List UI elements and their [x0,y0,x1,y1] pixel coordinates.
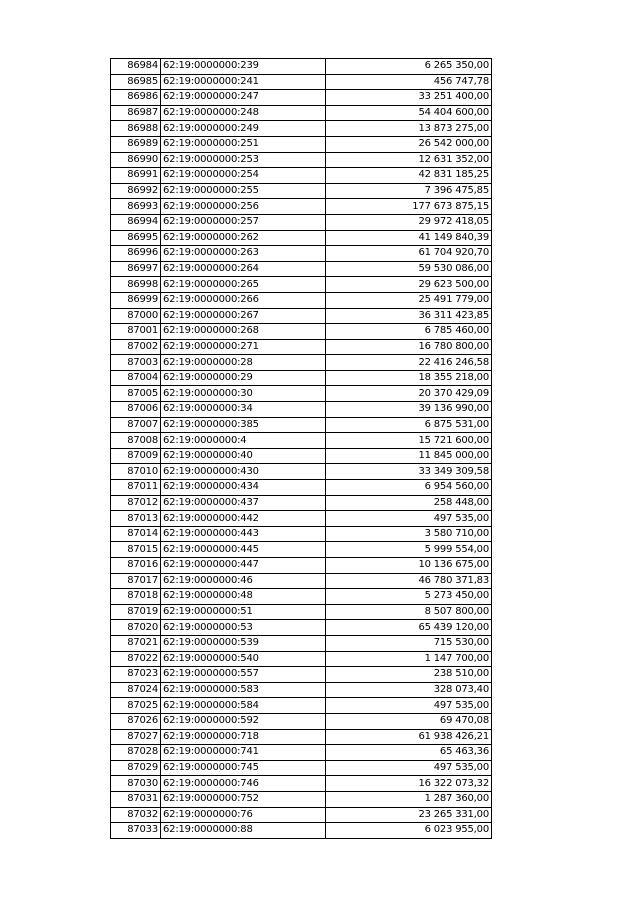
table-row [111,74,492,90]
row-number-cell: 87019 [111,604,161,620]
table-row [111,480,492,496]
row-number-cell: 86984 [111,59,161,75]
row-number-cell: 87018 [111,589,161,605]
table-row [111,230,492,246]
cadastral-value-cell: 59 530 086,00 [326,261,492,277]
cadastral-number-cell: 62:19:0000000:263 [161,246,326,262]
row-number-cell: 87026 [111,713,161,729]
cadastral-number-cell: 62:19:0000000:257 [161,214,326,230]
table-row [111,261,492,277]
table-row [111,292,492,308]
row-number-cell: 86991 [111,168,161,184]
cadastral-value-cell: 33 349 309,58 [326,464,492,480]
cadastral-number-cell: 62:19:0000000:264 [161,261,326,277]
table-row [111,214,492,230]
table-row [111,776,492,792]
cadastral-value-cell: 20 370 429,09 [326,386,492,402]
cadastral-number-cell: 62:19:0000000:88 [161,823,326,839]
cadastral-value-cell: 15 721 600,00 [326,433,492,449]
row-number-cell: 86995 [111,230,161,246]
row-number-cell: 86986 [111,90,161,106]
cadastral-number-cell: 62:19:0000000:430 [161,464,326,480]
cadastre-value-table [110,58,492,839]
cadastral-number-cell: 62:19:0000000:746 [161,776,326,792]
row-number-cell: 87005 [111,386,161,402]
row-number-cell: 87016 [111,558,161,574]
cadastral-number-cell: 62:19:0000000:40 [161,448,326,464]
cadastral-number-cell: 62:19:0000000:437 [161,495,326,511]
cadastral-value-cell: 46 780 371,83 [326,573,492,589]
cadastral-value-cell: 328 073,40 [326,682,492,698]
table-row [111,355,492,371]
cadastral-value-cell: 25 491 779,00 [326,292,492,308]
row-number-cell: 86990 [111,152,161,168]
cadastral-number-cell: 62:19:0000000:745 [161,760,326,776]
cadastral-value-cell: 11 845 000,00 [326,448,492,464]
cadastral-value-cell: 69 470,08 [326,713,492,729]
cadastral-number-cell: 62:19:0000000:443 [161,526,326,542]
cadastral-value-cell: 16 780 800,00 [326,339,492,355]
cadastral-number-cell: 62:19:0000000:4 [161,433,326,449]
cadastral-value-cell: 39 136 990,00 [326,402,492,418]
cadastral-number-cell: 62:19:0000000:557 [161,667,326,683]
cadastral-value-cell: 61 938 426,21 [326,729,492,745]
cadastral-value-cell: 65 439 120,00 [326,620,492,636]
row-number-cell: 87031 [111,791,161,807]
row-number-cell: 86989 [111,136,161,152]
cadastral-number-cell: 62:19:0000000:445 [161,542,326,558]
cadastral-value-cell: 22 416 246,58 [326,355,492,371]
row-number-cell: 87008 [111,433,161,449]
cadastral-number-cell: 62:19:0000000:30 [161,386,326,402]
table-row [111,324,492,340]
cadastral-number-cell: 62:19:0000000:267 [161,308,326,324]
cadastral-value-cell: 33 251 400,00 [326,90,492,106]
row-number-cell: 86999 [111,292,161,308]
cadastral-number-cell: 62:19:0000000:76 [161,807,326,823]
row-number-cell: 87011 [111,480,161,496]
table-row [111,511,492,527]
table-row [111,433,492,449]
row-number-cell: 87020 [111,620,161,636]
cadastral-number-cell: 62:19:0000000:253 [161,152,326,168]
cadastral-value-cell: 12 631 352,00 [326,152,492,168]
table-row [111,713,492,729]
cadastral-value-cell: 8 507 800,00 [326,604,492,620]
row-number-cell: 87013 [111,511,161,527]
row-number-cell: 87015 [111,542,161,558]
cadastral-number-cell: 62:19:0000000:248 [161,105,326,121]
cadastral-number-cell: 62:19:0000000:385 [161,417,326,433]
row-number-cell: 87032 [111,807,161,823]
cadastral-value-cell: 238 510,00 [326,667,492,683]
cadastral-number-cell: 62:19:0000000:442 [161,511,326,527]
cadastral-number-cell: 62:19:0000000:539 [161,635,326,651]
cadastral-value-cell: 65 463,36 [326,745,492,761]
table-row [111,589,492,605]
row-number-cell: 87017 [111,573,161,589]
table-row [111,105,492,121]
table-row [111,495,492,511]
row-number-cell: 87001 [111,324,161,340]
cadastral-value-cell: 497 535,00 [326,511,492,527]
cadastral-value-cell: 29 623 500,00 [326,277,492,293]
cadastral-value-cell: 41 149 840,39 [326,230,492,246]
table-row [111,246,492,262]
row-number-cell: 87007 [111,417,161,433]
table-row [111,791,492,807]
cadastral-value-cell: 6 785 460,00 [326,324,492,340]
row-number-cell: 87033 [111,823,161,839]
cadastral-value-cell: 16 322 073,32 [326,776,492,792]
table-row [111,136,492,152]
cadastral-number-cell: 62:19:0000000:262 [161,230,326,246]
table-row [111,417,492,433]
table-row [111,168,492,184]
row-number-cell: 87004 [111,370,161,386]
cadastral-value-cell: 54 404 600,00 [326,105,492,121]
cadastral-number-cell: 62:19:0000000:447 [161,558,326,574]
row-number-cell: 87003 [111,355,161,371]
row-number-cell: 86997 [111,261,161,277]
cadastral-number-cell: 62:19:0000000:249 [161,121,326,137]
row-number-cell: 87023 [111,667,161,683]
table-row [111,729,492,745]
cadastral-value-cell: 5 273 450,00 [326,589,492,605]
table-row [111,370,492,386]
table-row [111,823,492,839]
table-row [111,339,492,355]
table-row [111,682,492,698]
cadastral-value-cell: 36 311 423,85 [326,308,492,324]
row-number-cell: 86998 [111,277,161,293]
cadastral-number-cell: 62:19:0000000:28 [161,355,326,371]
cadastral-value-cell: 258 448,00 [326,495,492,511]
row-number-cell: 86992 [111,183,161,199]
cadastral-number-cell: 62:19:0000000:241 [161,74,326,90]
cadastral-value-cell: 29 972 418,05 [326,214,492,230]
row-number-cell: 86985 [111,74,161,90]
cadastral-number-cell: 62:19:0000000:268 [161,324,326,340]
cadastral-value-cell: 497 535,00 [326,698,492,714]
cadastral-value-cell: 18 355 218,00 [326,370,492,386]
cadastral-value-cell: 10 136 675,00 [326,558,492,574]
cadastral-number-cell: 62:19:0000000:584 [161,698,326,714]
cadastral-number-cell: 62:19:0000000:592 [161,713,326,729]
cadastral-number-cell: 62:19:0000000:251 [161,136,326,152]
table-row [111,308,492,324]
cadastral-value-cell: 61 704 920,70 [326,246,492,262]
table-row [111,635,492,651]
cadastral-number-cell: 62:19:0000000:48 [161,589,326,605]
row-number-cell: 87030 [111,776,161,792]
table-row [111,542,492,558]
table-row [111,573,492,589]
table-row [111,760,492,776]
table-row [111,558,492,574]
table-row [111,152,492,168]
cadastral-value-cell: 177 673 875,15 [326,199,492,215]
table-body [111,59,492,839]
cadastral-number-cell: 62:19:0000000:266 [161,292,326,308]
cadastral-number-cell: 62:19:0000000:265 [161,277,326,293]
cadastral-value-cell: 1 147 700,00 [326,651,492,667]
cadastral-number-cell: 62:19:0000000:53 [161,620,326,636]
cadastral-number-cell: 62:19:0000000:583 [161,682,326,698]
cadastral-number-cell: 62:19:0000000:34 [161,402,326,418]
row-number-cell: 86996 [111,246,161,262]
table-row [111,183,492,199]
row-number-cell: 87025 [111,698,161,714]
cadastral-number-cell: 62:19:0000000:247 [161,90,326,106]
cadastral-value-cell: 6 954 560,00 [326,480,492,496]
row-number-cell: 87027 [111,729,161,745]
cadastral-number-cell: 62:19:0000000:254 [161,168,326,184]
cadastral-number-cell: 62:19:0000000:271 [161,339,326,355]
row-number-cell: 87002 [111,339,161,355]
table-row [111,526,492,542]
cadastral-value-cell: 497 535,00 [326,760,492,776]
cadastral-value-cell: 42 831 185,25 [326,168,492,184]
cadastral-number-cell: 62:19:0000000:718 [161,729,326,745]
table-row [111,745,492,761]
cadastral-value-cell: 7 396 475,85 [326,183,492,199]
cadastral-value-cell: 1 287 360,00 [326,791,492,807]
cadastral-value-cell: 13 873 275,00 [326,121,492,137]
cadastral-value-cell: 5 999 554,00 [326,542,492,558]
cadastral-value-cell: 6 023 955,00 [326,823,492,839]
table-row [111,464,492,480]
table-row [111,386,492,402]
table-row [111,651,492,667]
cadastral-value-cell: 6 875 531,00 [326,417,492,433]
table-row [111,277,492,293]
row-number-cell: 87024 [111,682,161,698]
table-row [111,807,492,823]
row-number-cell: 87010 [111,464,161,480]
cadastral-number-cell: 62:19:0000000:256 [161,199,326,215]
row-number-cell: 87012 [111,495,161,511]
cadastral-value-cell: 715 530,00 [326,635,492,651]
cadastral-number-cell: 62:19:0000000:46 [161,573,326,589]
row-number-cell: 86988 [111,121,161,137]
row-number-cell: 87000 [111,308,161,324]
cadastral-value-cell: 26 542 000,00 [326,136,492,152]
cadastral-value-cell: 6 265 350,00 [326,59,492,75]
cadastral-number-cell: 62:19:0000000:255 [161,183,326,199]
row-number-cell: 87022 [111,651,161,667]
table-row [111,604,492,620]
row-number-cell: 87014 [111,526,161,542]
cadastral-number-cell: 62:19:0000000:434 [161,480,326,496]
row-number-cell: 87009 [111,448,161,464]
row-number-cell: 86987 [111,105,161,121]
cadastral-value-cell: 23 265 331,00 [326,807,492,823]
table-row [111,59,492,75]
table-row [111,698,492,714]
row-number-cell: 86993 [111,199,161,215]
table-row [111,667,492,683]
cadastral-number-cell: 62:19:0000000:51 [161,604,326,620]
table-row [111,402,492,418]
table-row [111,90,492,106]
cadastral-number-cell: 62:19:0000000:741 [161,745,326,761]
table-row [111,121,492,137]
cadastral-number-cell: 62:19:0000000:752 [161,791,326,807]
cadastral-number-cell: 62:19:0000000:29 [161,370,326,386]
cadastral-value-cell: 3 580 710,00 [326,526,492,542]
row-number-cell: 87028 [111,745,161,761]
cadastral-number-cell: 62:19:0000000:239 [161,59,326,75]
row-number-cell: 87006 [111,402,161,418]
cadastral-value-cell: 456 747,78 [326,74,492,90]
table-row [111,448,492,464]
row-number-cell: 86994 [111,214,161,230]
cadastral-number-cell: 62:19:0000000:540 [161,651,326,667]
table-row [111,620,492,636]
row-number-cell: 87021 [111,635,161,651]
row-number-cell: 87029 [111,760,161,776]
table-row [111,199,492,215]
